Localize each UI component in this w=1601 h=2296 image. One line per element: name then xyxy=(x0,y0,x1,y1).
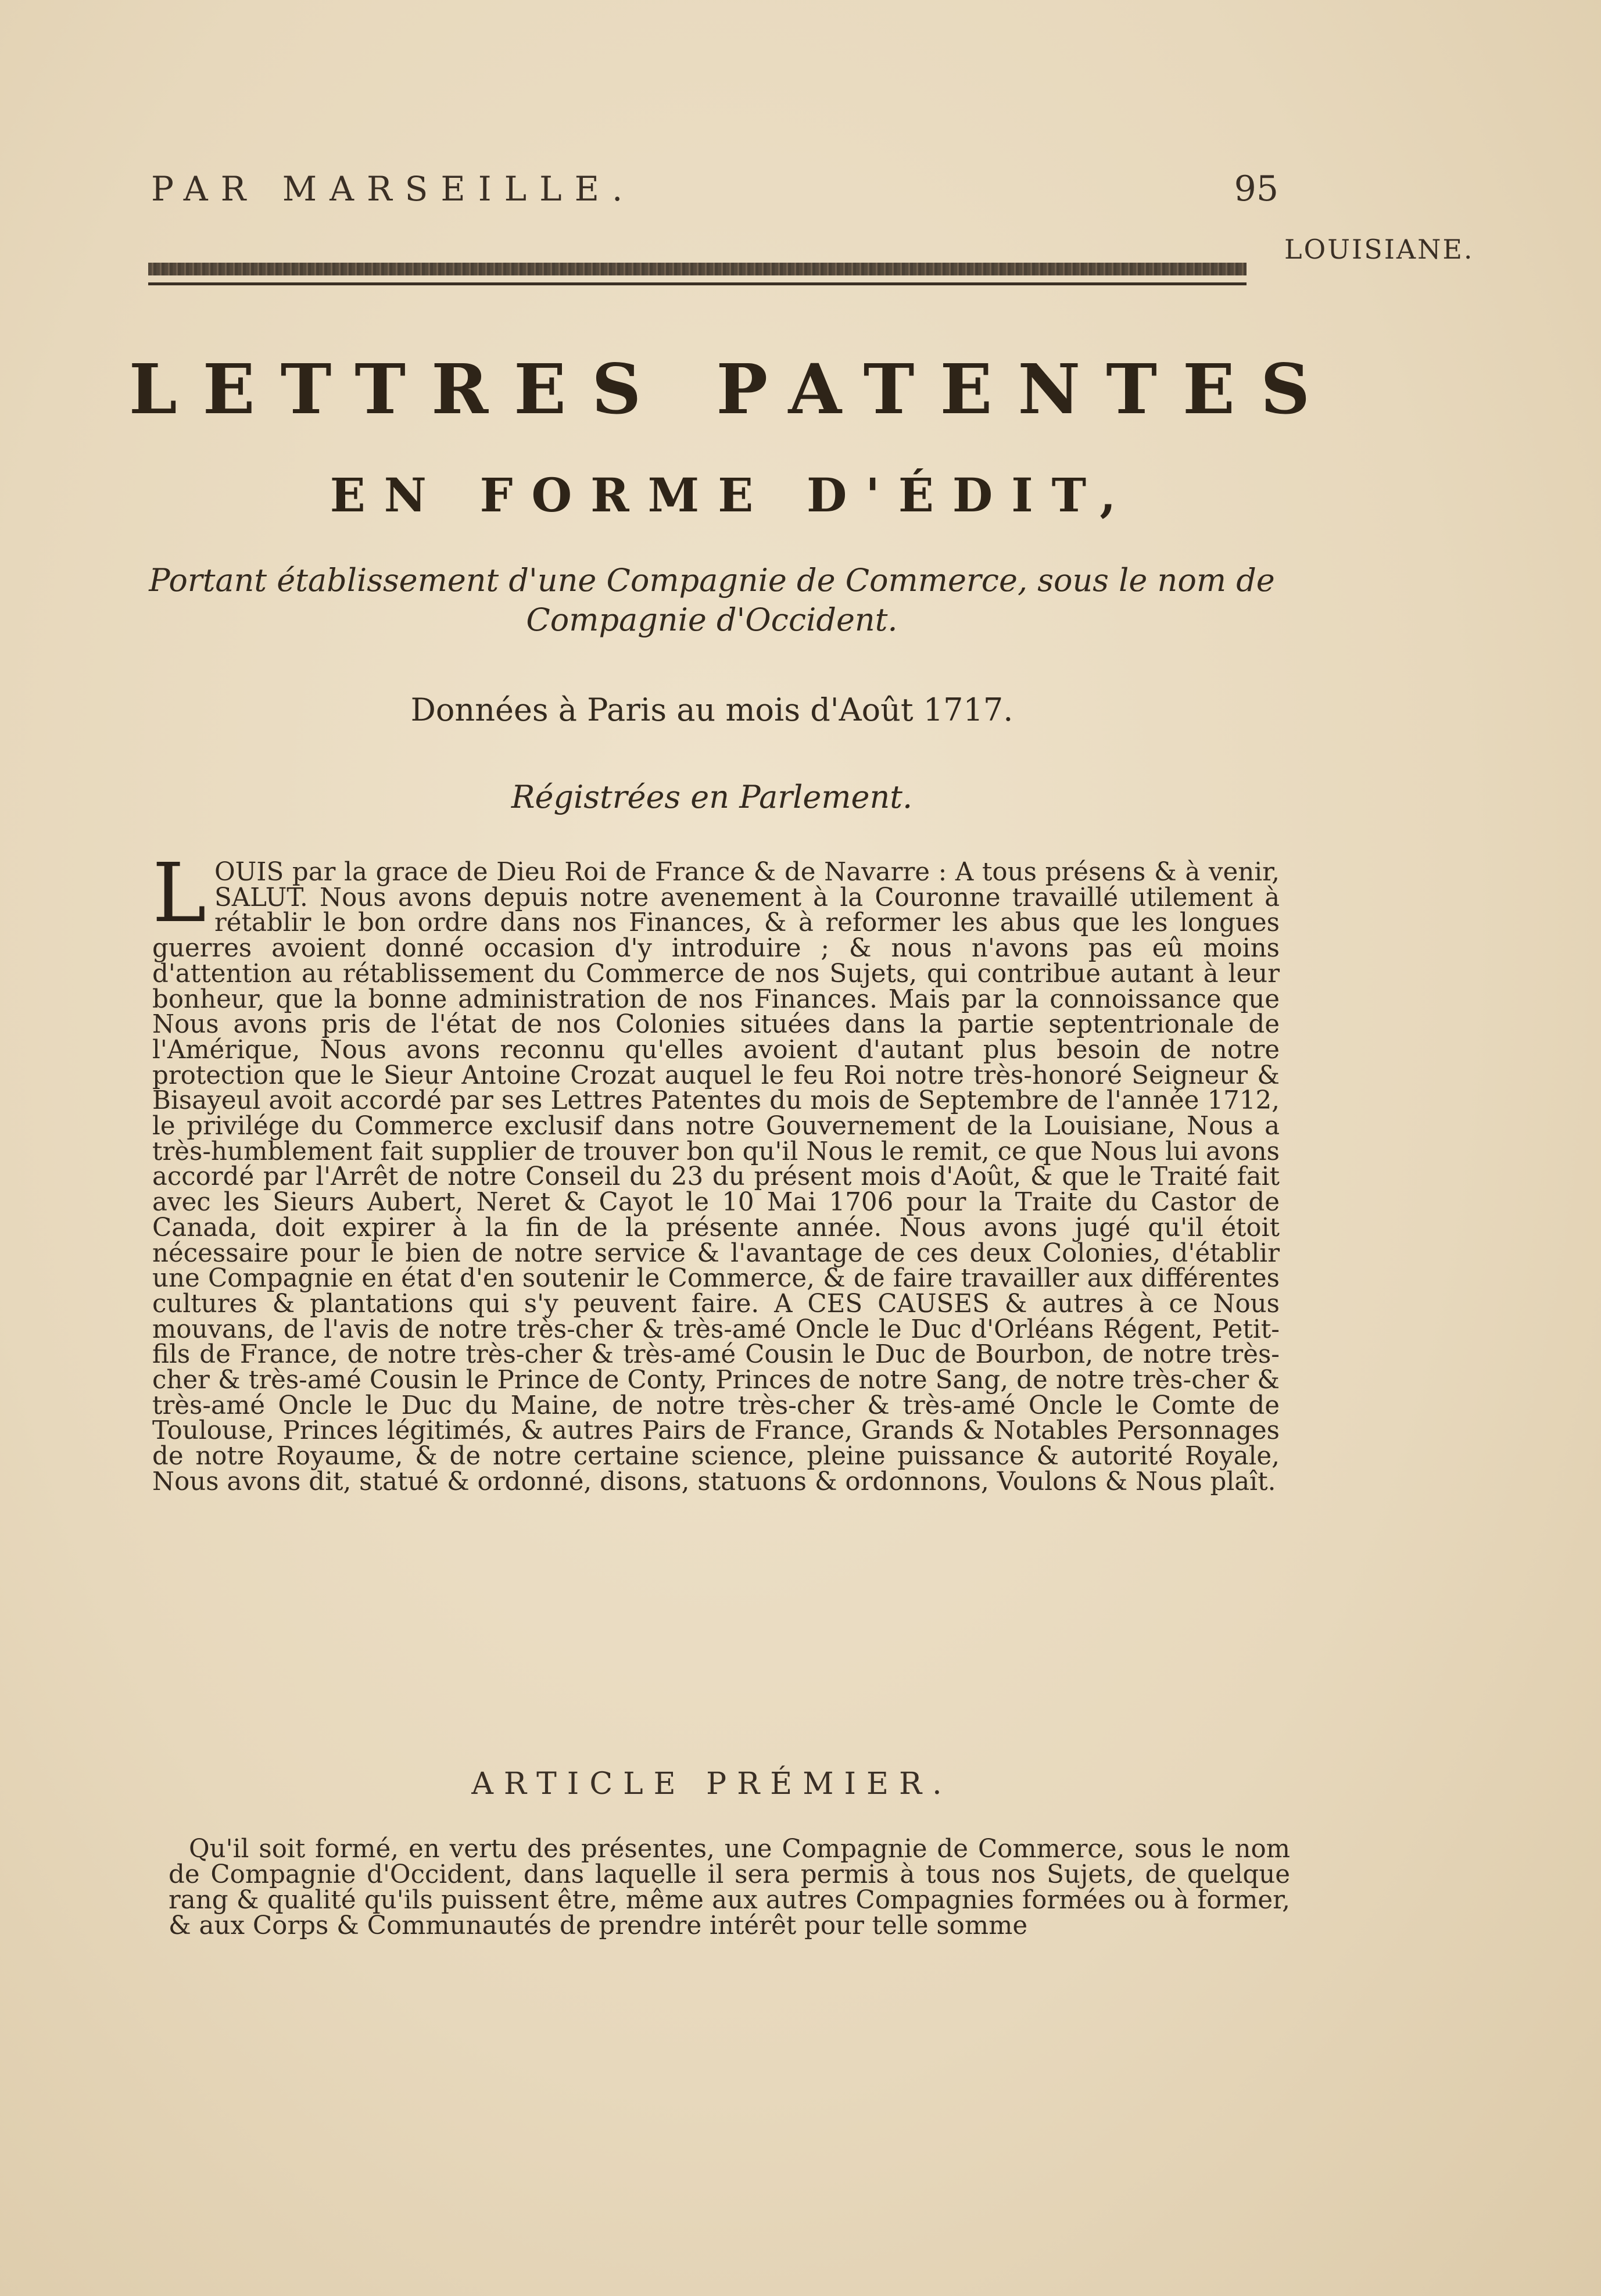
page-header xyxy=(151,169,1278,209)
preamble-text: OUIS par la grace de Dieu Roi de France & de Navarre : A tous présens & à venir, SALUT. Nous avons depuis notre avenement à la Couronne travaillé utilement à rétablir le bon ordre dans nos Finances, & à reformer les abus que les longues guerres avoient donné occasion d'y introduire ; & nous n'avons pas eû moins d'attention au rétablissement du Commerce de nos Sujets, qui contribue autant à leur bonheur, que la bonne administration de nos Finances. Mais par la connoissance que Nous avons pris de l'état de nos Colonies situées dans la partie septentrionale de l'Amérique, Nous avons reconnu qu'elles avoient d'autant plus besoin de notre protection que le Sieur Antoine Crozat auquel le feu Roi notre très-honoré Seigneur & Bisayeul avoit accordé par ses Lettres Patentes du mois de Septembre de l'année 1712, le privilége du Commerce exclusif dans notre Gouvernement de la Louisiane, Nous a très-humblement fait supplier de trouver bon qu'il Nous le remit, ce que Nous lui avons accordé par l'Arrêt de notre Conseil du 23 du présent mois d'Août, & que le Traité fait avec les Sieurs Aubert, Neret & Cayot le 10 Mai 1706 pour la Traite du Castor de Canada, doit expirer à la fin de la présente année. Nous avons jugé qu'il étoit nécessaire pour le bien de notre service & l'avantage de ces deux Colonies, d'établir une Compagnie en état d'en soutenir le Commerce, & de faire travailler aux différentes cultures & plantations qui s'y peuvent faire. A CES CAUSES & autres à ce Nous mouvans, de l'avis de notre très-cher & très-amé Oncle le Duc d'Orléans Régent, Petit-fils de France, de notre très-cher & très-amé Cousin le Duc de Bourbon, de notre très-cher & très-amé Cousin le Prince de Conty, Princes de notre Sang, de notre très-cher & très-amé Oncle le Duc du Maine, de notre très-cher & très-amé Oncle le Comte de Toulouse, Princes légitimés, & autres Pairs de France, Grands & Notables Personnages de notre Royaume, & de notre certaine science, pleine puissance & autorité Royale, Nous avons dit, statué & ordonné, disons, statuons & ordonnons, Voulons & Nous plaît. xyxy=(152,858,1280,1496)
running-head: PAR MARSEILLE. xyxy=(151,169,636,209)
article-heading: ARTICLE PRÉMIER. xyxy=(471,1767,952,1801)
rule-line xyxy=(148,282,1247,285)
page-number: 95 xyxy=(1234,169,1278,209)
main-title: LETTRES PATENTES xyxy=(128,349,1336,429)
preamble-paragraph xyxy=(152,846,1280,1496)
title-description: Portant établissement d'une Compagnie de Commerce, sous le nom de Compagnie d'Occident. xyxy=(149,562,1275,638)
subtitle: EN FORME D'ÉDIT, xyxy=(329,468,1135,522)
margin-note: LOUISIANE. xyxy=(1284,234,1474,265)
registration-line: Régistrées en Parlement. xyxy=(511,779,913,815)
date-line: Données à Paris au mois d'Août 1717. xyxy=(410,692,1013,728)
ornamental-rule xyxy=(148,263,1247,275)
article-text: Qu'il soit formé, en vertu des présentes, une Compagnie de Commerce, sous le nom de Compagnie d'Occident, dans laquelle il sera permis à tous nos Sujets, de quelque rang & qualité qu'ils puissent être, même aux autres Compagnies formées ou à former, & aux Corps & Communautés de prendre intérêt pour telle somme xyxy=(169,1835,1290,1940)
drop-cap: L xyxy=(152,846,206,941)
